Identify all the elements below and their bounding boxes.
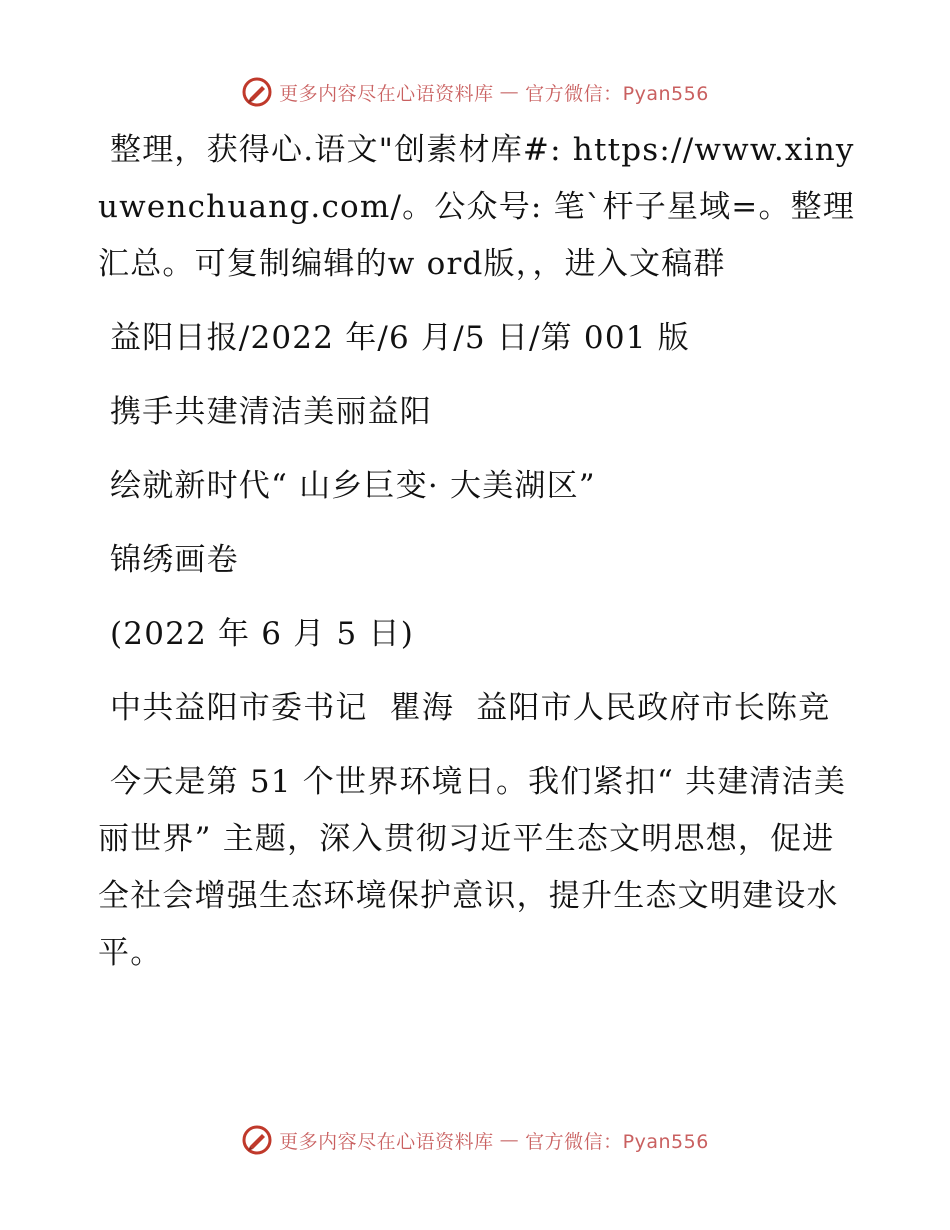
intro-paragraph: 整理，获得心.语文"创素材库#: https://www.xinyuwenchuang.com/。公众号: 笔`杆子星域=。整理汇总。可复制编辑的w ord版，，进入文稿群 <box>98 132 856 282</box>
source-line: 益阳日报/2022 年/6 月/5 日/第 001 版 <box>110 320 690 356</box>
pen-logo-icon <box>241 1124 273 1156</box>
pen-logo-icon <box>241 76 273 108</box>
body-paragraph: 今天是第 51 个世界环境日。我们紧扣“ 共建清洁美丽世界” 主题，深入贯彻习近平生态文明思想，促进全社会增强生态环境保护意识，提升生态文明建设水平。 <box>98 764 847 971</box>
watermark-text: 更多内容尽在心语资料库 <box>279 1130 494 1153</box>
header-watermark <box>0 72 950 112</box>
title-line-1: 携手共建清洁美丽益阳 <box>110 394 432 430</box>
watermark-wechat: 官方微信：Pyan556 <box>525 1130 709 1153</box>
title-line-3: 锦绣画卷 <box>110 542 239 578</box>
watermark-dash: — <box>499 81 520 103</box>
footer-watermark <box>0 1120 950 1160</box>
watermark-text: 更多内容尽在心语资料库 <box>279 82 494 105</box>
article-body <box>98 122 858 999</box>
watermark-dash: — <box>499 1129 520 1151</box>
date-line: (2022 年 6 月 5 日) <box>110 616 414 652</box>
authors-line: 中共益阳市委书记 瞿海 益阳市人民政府市长陈竞 <box>110 690 831 726</box>
watermark-wechat: 官方微信：Pyan556 <box>525 82 709 105</box>
title-line-2: 绘就新时代“ 山乡巨变· 大美湖区” <box>110 468 596 504</box>
